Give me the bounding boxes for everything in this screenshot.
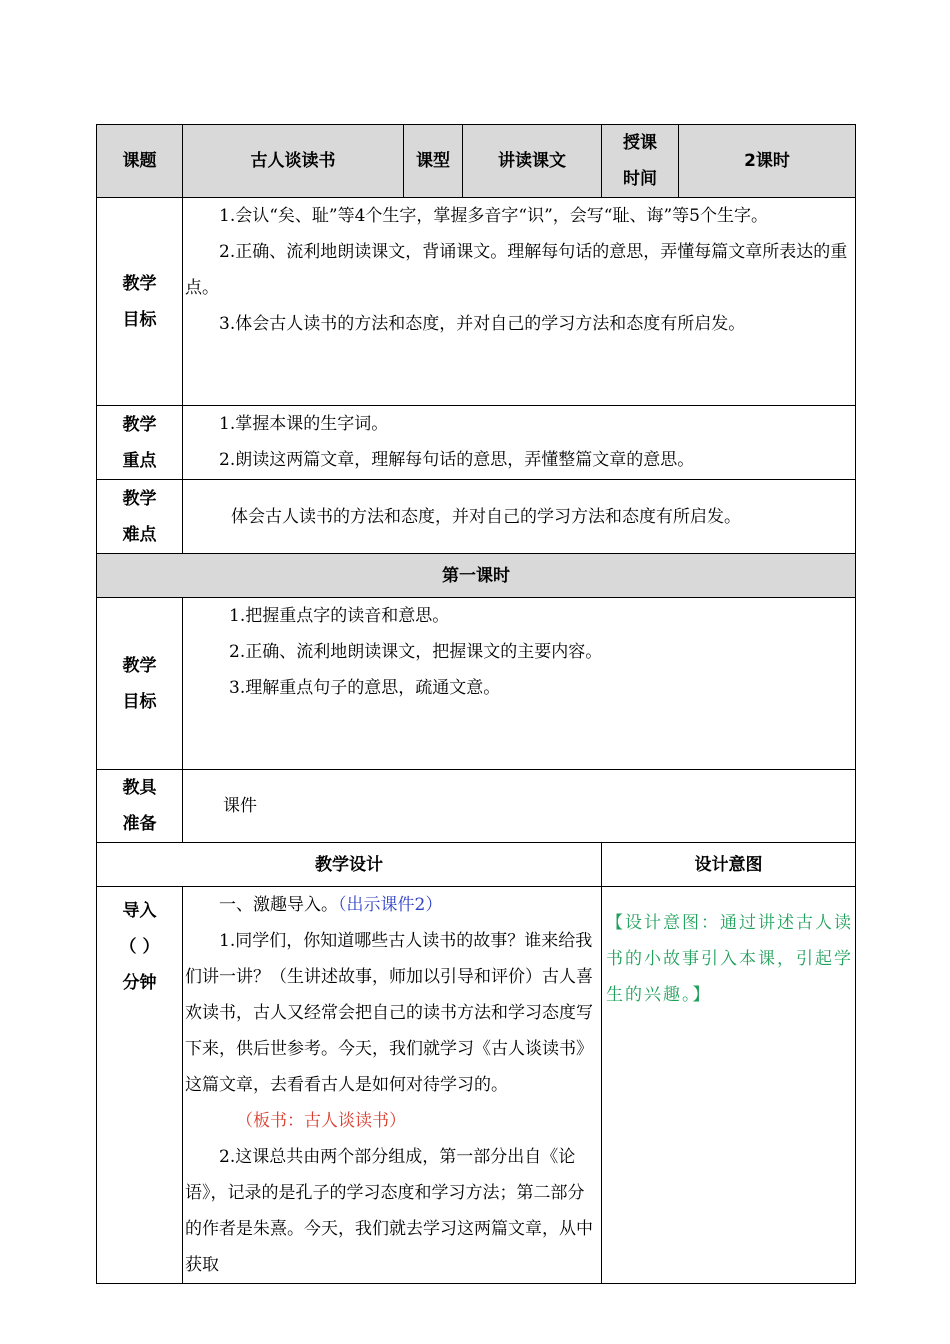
time-label-line-1: 授课	[623, 133, 657, 153]
goal-item: 2.正确、流利地朗读课文，背诵课文。理解每句话的意思，弄懂每篇文章所表达的重点。	[185, 242, 848, 298]
lesson1-tools-text: 课件	[223, 796, 257, 816]
type-value: 讲读课文	[463, 125, 602, 198]
key-points-label-line-2: 重点	[122, 450, 157, 471]
key-points-row	[97, 406, 856, 480]
difficulties-label	[97, 480, 183, 554]
lesson1-tools-label	[97, 770, 183, 843]
difficulties-content	[183, 480, 856, 554]
design-paragraph: 2.这课总共由两个部分组成，第一部分出自《论语》，记录的是孔子的学习态度和学习方法；第二部分的作者是朱熹。今天，我们就去学习这两篇文章，从中获取	[185, 1147, 593, 1275]
lesson1-tools-label-line-1: 教具	[122, 778, 157, 798]
topic-value: 古人谈读书	[183, 125, 404, 198]
time-label	[602, 125, 679, 198]
phase-label	[97, 887, 183, 1284]
design-column-header: 教学设计	[97, 843, 602, 887]
phase-label-line-1: 导入	[122, 901, 157, 921]
design-paragraph: 1.同学们，你知道哪些古人读书的故事？谁来给我们讲一讲？（生讲述故事，师加以引导和评价）古人喜欢读书，古人又经常会把自己的读书方法和学习态度写下来，供后世参考。今天，我们就学习《古人谈读书》这篇文章，去看看古人是如何对待学习的。	[185, 931, 593, 1095]
design-content	[183, 887, 602, 1284]
key-points-label-line-1: 教学	[122, 414, 157, 435]
design-content-row	[97, 887, 856, 1284]
time-value: 2课时	[679, 125, 856, 198]
type-label: 课型	[404, 125, 463, 198]
phase-label-line-3: 分钟	[122, 973, 157, 993]
key-point-item: 2.朗读这两篇文章，理解每句话的意思，弄懂整篇文章的意思。	[219, 450, 695, 470]
lesson1-goal-item: 1.把握重点字的读音和意思。	[229, 606, 450, 626]
design-intent-text: 【设计意图：通过讲述古人读书的小故事引入本课，引起学生的兴趣。】	[606, 913, 853, 1005]
lesson1-goals-label	[97, 598, 183, 770]
lesson1-tools-content	[183, 770, 856, 843]
difficulties-row	[97, 480, 856, 554]
lesson1-title-row	[97, 554, 856, 598]
header-row	[97, 125, 856, 198]
lesson1-goals-label-line-1: 教学	[122, 655, 157, 676]
time-label-line-2: 时间	[623, 169, 657, 189]
goals-row	[97, 198, 856, 406]
lesson1-tools-row	[97, 770, 856, 843]
board-note: （板书：古人谈读书）	[236, 1111, 406, 1131]
goals-label-line-1: 教学	[122, 273, 157, 294]
lesson1-goals-label-line-2: 目标	[122, 691, 157, 712]
lesson1-goal-item: 2.正确、流利地朗读课文，把握课文的主要内容。	[229, 642, 603, 662]
difficulties-text: 体会古人读书的方法和态度，并对自己的学习方法和态度有所启发。	[231, 506, 741, 527]
goals-content	[183, 198, 856, 406]
lesson1-title: 第一课时	[97, 554, 856, 598]
phase-label-line-2: （ ）	[119, 937, 160, 957]
lesson1-tools-label-line-2: 准备	[122, 814, 157, 834]
lesson1-goal-item: 3.理解重点句子的意思，疏通文意。	[229, 678, 501, 698]
goals-label	[97, 198, 183, 406]
difficulties-label-line-2: 难点	[122, 524, 157, 545]
step-note: （出示课件2）	[338, 895, 443, 915]
difficulties-label-line-1: 教学	[122, 488, 157, 509]
lesson1-goals-row	[97, 598, 856, 770]
topic-label: 课题	[97, 125, 183, 198]
intent-column-header: 设计意图	[602, 843, 856, 887]
key-point-item: 1.掌握本课的生字词。	[219, 414, 389, 434]
key-points-content	[183, 406, 856, 480]
lesson1-goals-content	[183, 598, 856, 770]
goal-item: 1.会认“矣、耻”等4个生字，掌握多音字“识”，会写“耻、诲”等5个生字。	[219, 206, 768, 226]
step-title-text: 一、激趣导入。	[219, 895, 338, 915]
goals-label-line-2: 目标	[122, 309, 157, 330]
lesson-plan-table	[96, 124, 856, 1284]
design-header-row	[97, 843, 856, 887]
goal-item: 3.体会古人读书的方法和态度，并对自己的学习方法和态度有所启发。	[219, 314, 746, 334]
key-points-label	[97, 406, 183, 480]
step-title	[185, 887, 599, 923]
intent-content	[602, 887, 856, 1284]
